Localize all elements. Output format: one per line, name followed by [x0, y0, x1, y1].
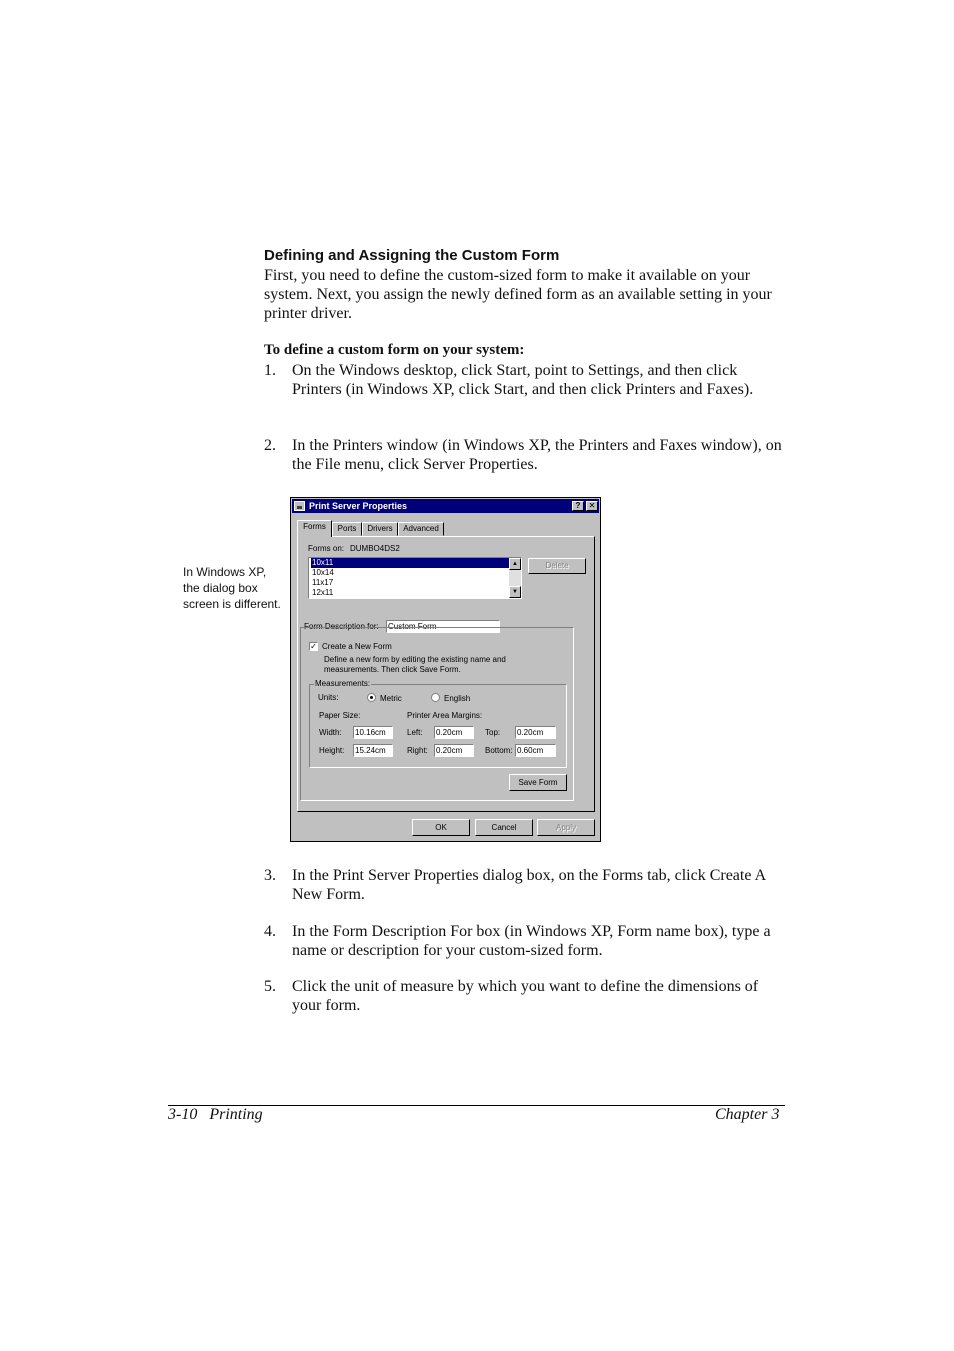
- create-help-text: Define a new form by editing the existing name and measurements. Then click Save Form.: [324, 655, 506, 674]
- form-description-label: Form Description for:: [304, 622, 379, 631]
- units-label: Units:: [318, 693, 339, 702]
- step-number: 2.: [264, 437, 276, 454]
- form-group-box: [300, 627, 574, 801]
- tab-drivers[interactable]: Drivers: [362, 522, 398, 536]
- measurements-label: Measurements:: [315, 679, 371, 688]
- metric-label: Metric: [380, 694, 402, 703]
- intro-paragraph: First, you need to define the custom-sized form to make it available on your system. Next, you assign the newly defined form as an available setting in your printer driver.: [264, 267, 772, 323]
- step-text: In the Print Server Properties dialog box, on the Forms tab, click Create A New Form.: [292, 867, 766, 904]
- forms-on-value: DUMBO4DS2: [350, 544, 400, 553]
- save-form-button[interactable]: Save Form: [509, 774, 567, 791]
- printer-icon: [294, 501, 305, 511]
- step-number: 5.: [264, 978, 276, 995]
- step-text: In the Form Description For box (in Windows XP, Form name box), type a name or description for your custom-sized form.: [292, 923, 771, 960]
- section-heading: Defining and Assigning the Custom Form: [264, 247, 560, 264]
- cancel-button[interactable]: Cancel: [475, 819, 533, 836]
- procedure-subheading: To define a custom form on your system:: [264, 342, 525, 358]
- dialog-titlebar: [292, 499, 599, 513]
- scroll-up-icon[interactable]: ▲: [509, 558, 521, 570]
- footer-chapter: Chapter 3: [715, 1106, 780, 1123]
- right-margin-input[interactable]: 0.20cm: [434, 744, 474, 757]
- step-number: 4.: [264, 923, 276, 940]
- paper-size-label: Paper Size:: [319, 711, 361, 720]
- close-icon[interactable]: ✕: [586, 501, 598, 511]
- english-label: English: [444, 694, 471, 703]
- step-text: Click the unit of measure by which you want to define the dimensions of your form.: [292, 978, 759, 1015]
- scroll-down-icon[interactable]: ▼: [509, 586, 521, 598]
- listbox-scrollbar[interactable]: [509, 558, 521, 598]
- footer-page-section: 3-10 Printing: [168, 1106, 263, 1123]
- width-label: Width:: [319, 728, 342, 737]
- list-item[interactable]: 10x11: [311, 558, 509, 568]
- forms-listbox[interactable]: [308, 557, 522, 599]
- step-number: 1.: [264, 362, 276, 379]
- list-item[interactable]: 11x17: [312, 578, 334, 587]
- print-server-properties-dialog: [290, 497, 601, 842]
- list-item[interactable]: 10x14: [312, 568, 334, 577]
- forms-tab-panel: [297, 536, 595, 812]
- create-new-form-label: Create a New Form: [322, 642, 392, 651]
- bottom-margin-label: Bottom:: [485, 746, 513, 755]
- tab-forms[interactable]: Forms: [297, 520, 332, 537]
- forms-on-label: Forms on:: [308, 544, 345, 553]
- left-margin-label: Left:: [407, 728, 423, 737]
- height-label: Height:: [319, 746, 345, 755]
- help-button[interactable]: ?: [572, 501, 584, 511]
- right-margin-label: Right:: [407, 746, 428, 755]
- step-number: 3.: [264, 867, 276, 884]
- width-input[interactable]: 10.16cm: [353, 726, 393, 739]
- list-item[interactable]: 12x11: [312, 588, 334, 597]
- step-text: In the Printers window (in Windows XP, the Printers and Faxes window), on the File menu, click Server Properties.: [292, 437, 782, 474]
- create-new-form-checkbox[interactable]: ✓: [310, 642, 317, 651]
- dialog-title: Print Server Properties: [309, 501, 408, 511]
- left-margin-input[interactable]: 0.20cm: [434, 726, 474, 739]
- tab-advanced[interactable]: Advanced: [398, 522, 444, 536]
- delete-button[interactable]: Delete: [528, 558, 586, 574]
- measurements-group: [309, 679, 567, 768]
- printer-margins-label: Printer Area Margins:: [407, 711, 483, 720]
- english-radio[interactable]: [431, 693, 440, 702]
- top-margin-input[interactable]: 0.20cm: [515, 726, 556, 739]
- step-text: On the Windows desktop, click Start, point to Settings, and then click Printers (in Windows XP, click Start, and then click Printers and Faxes).: [292, 362, 754, 399]
- bottom-margin-input[interactable]: 0.60cm: [515, 744, 556, 757]
- metric-radio[interactable]: [367, 693, 376, 702]
- apply-button[interactable]: Apply: [537, 819, 595, 836]
- height-input[interactable]: 15.24cm: [353, 744, 393, 757]
- ok-button[interactable]: OK: [412, 819, 470, 836]
- side-note: In Windows XP, the dialog box screen is different.: [183, 565, 281, 611]
- tab-ports[interactable]: Ports: [332, 522, 362, 536]
- form-description-input[interactable]: Custom Form: [386, 620, 500, 633]
- top-margin-label: Top:: [485, 728, 501, 737]
